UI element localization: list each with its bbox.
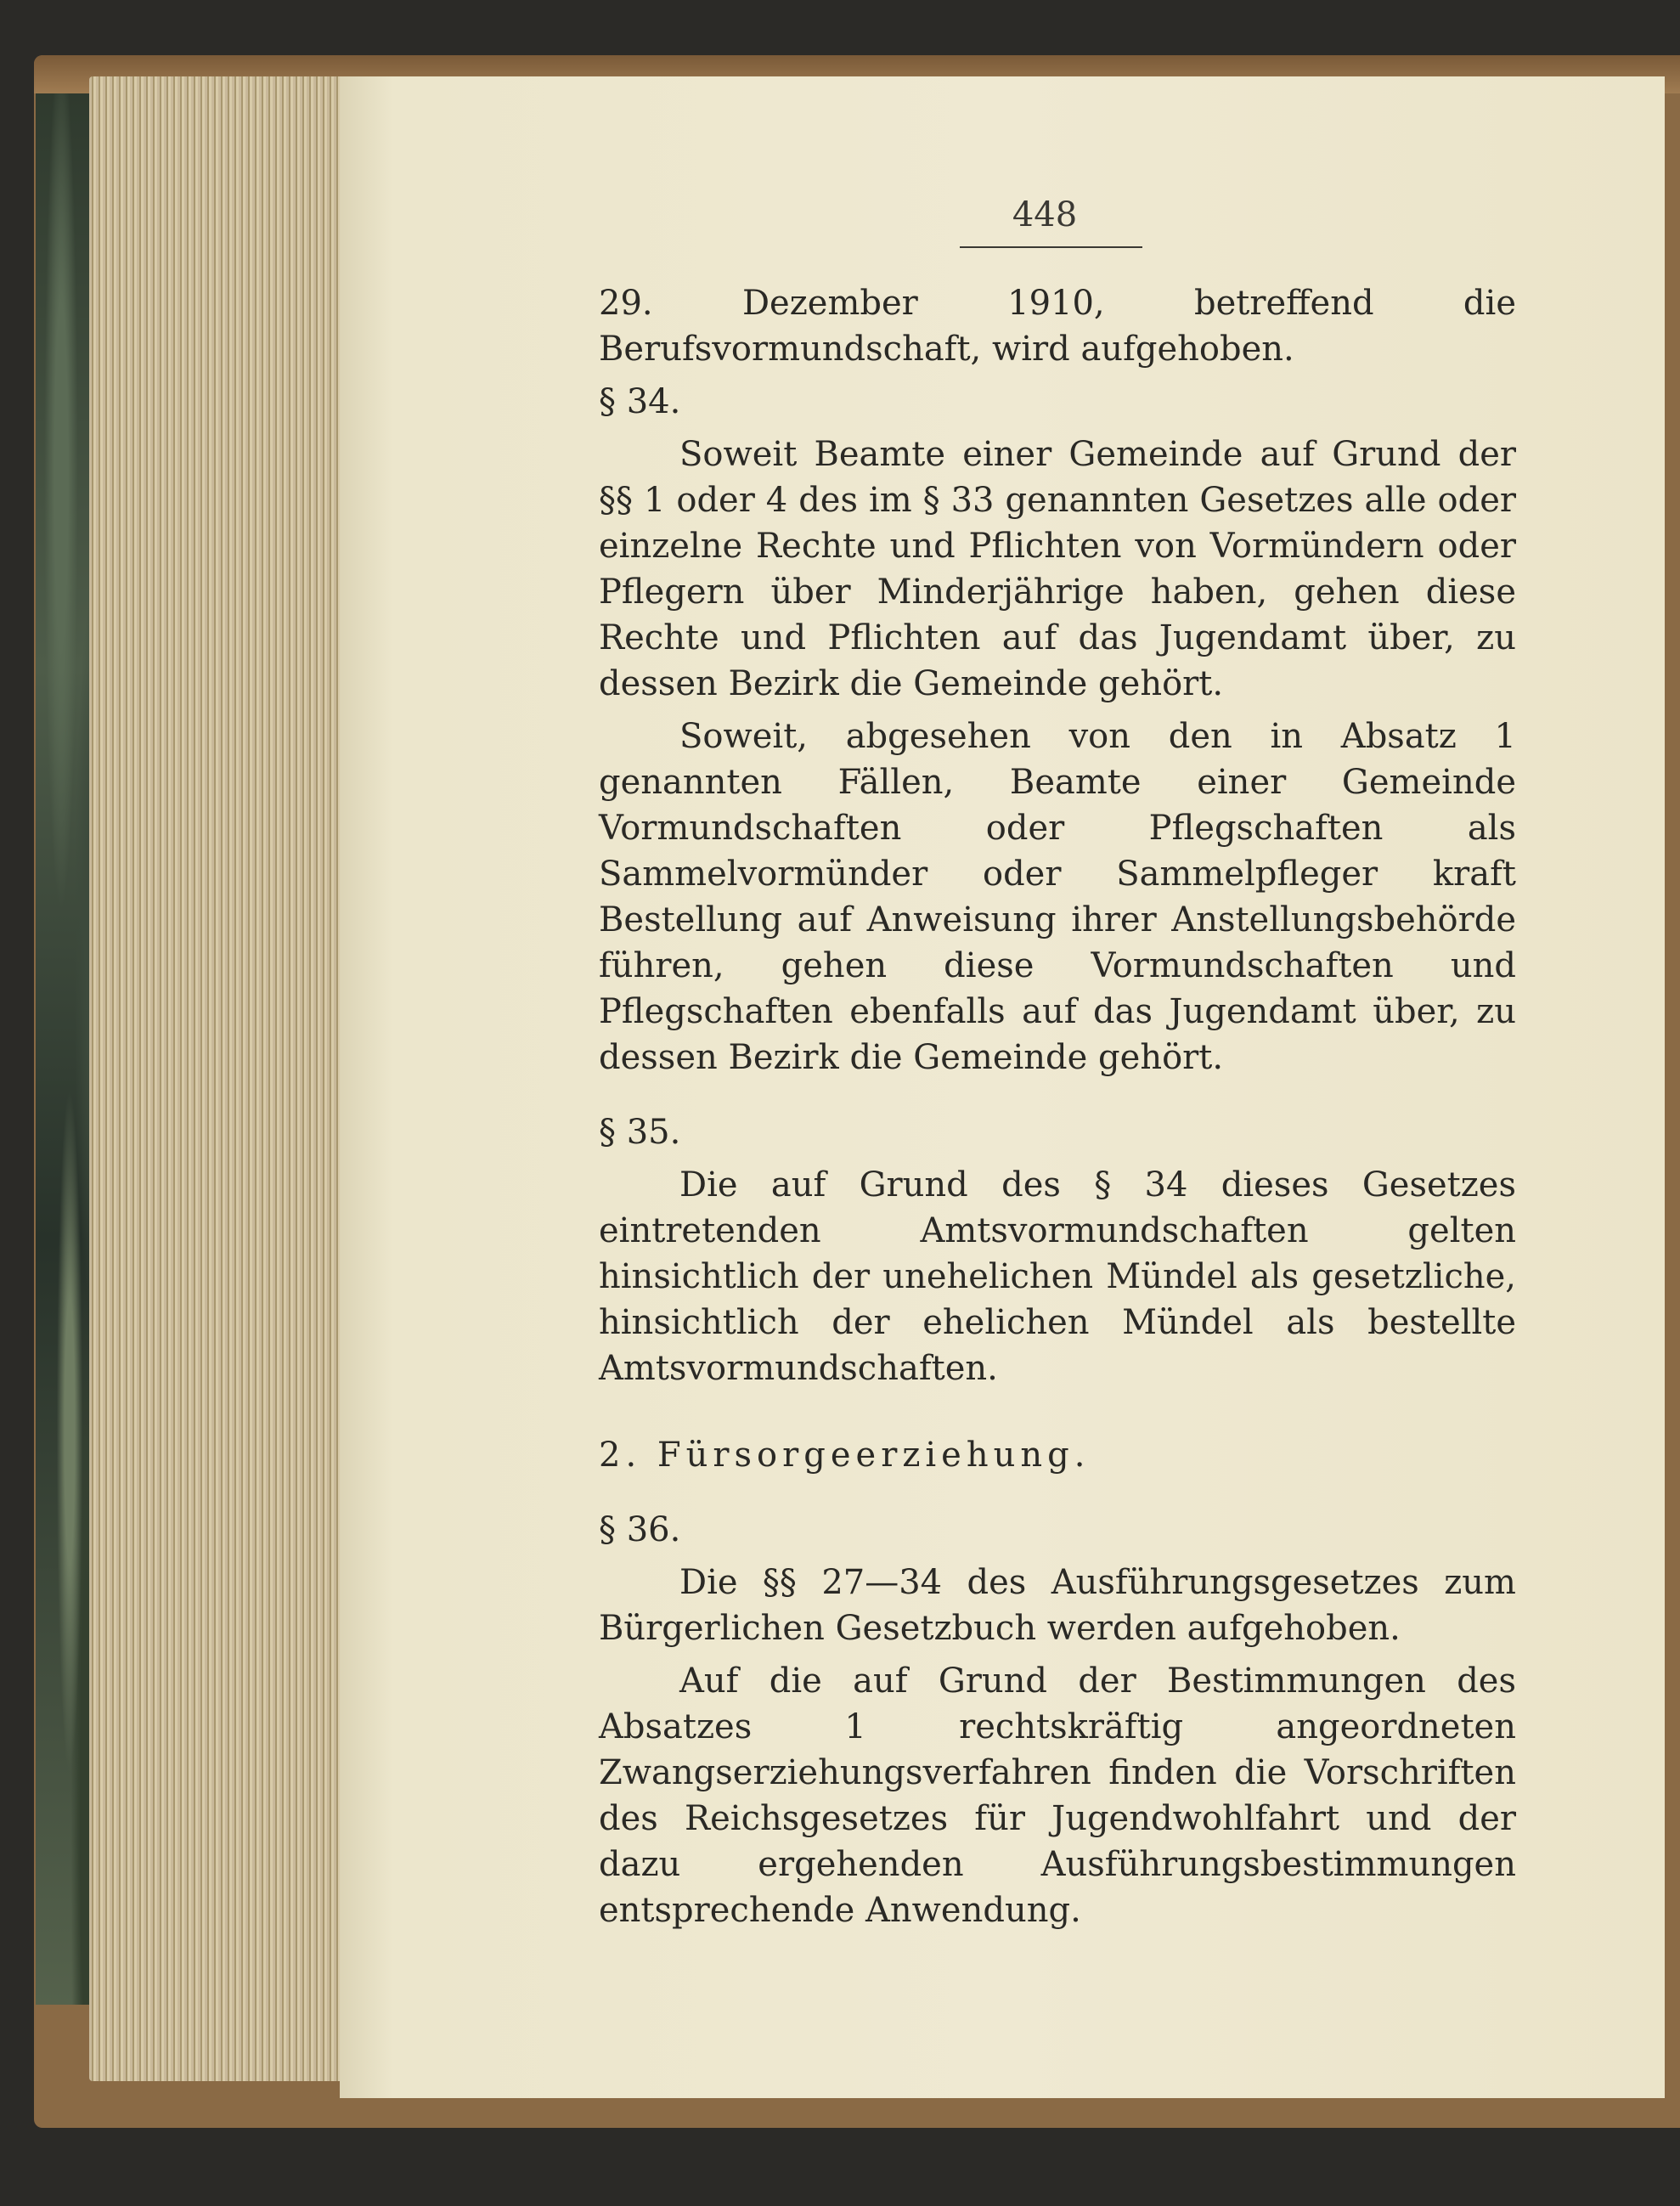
page-number: 448 [1012, 195, 1078, 234]
paragraph-continuation: 29. Dezember 1910, betreffend die Berufsvormundschaft, wird aufgehoben. [599, 284, 1516, 369]
page-text [599, 280, 1516, 1933]
section-heading-35: § 35. [599, 1113, 681, 1152]
section-heading-34: § 34. [599, 382, 681, 421]
page-edges [89, 76, 344, 2081]
paragraph-36-1: Die §§ 27—34 des Ausführungsgesetzes zum Bürgerlichen Gesetzbuch werden aufgehoben. [599, 1563, 1516, 1648]
header-rule [960, 246, 1142, 248]
paragraph-35: Die auf Grund des § 34 dieses Gesetzes eintretenden Amtsvormundschaften gelten hinsichtlich der unehelichen Mündel als gesetzliche, hinsichtlich der ehelichen Mündel als bestellte Amtsvormundschaften. [599, 1165, 1516, 1388]
paragraph-34-2: Soweit, abgesehen von den in Absatz 1 genannten Fällen, Beamte einer Gemeinde Vormundschaften oder Pflegschaften als Sammelvormünder oder Sammelpfleger kraft Bestellung auf Anweisung ihrer Anstellungsbehörde führen, gehen diese Vormundschaften und Pflegschaften ebenfalls auf das Jugendamt über, zu dessen Bezirk die Gemeinde gehört. [599, 717, 1516, 1077]
chapter-heading-fuersorgeerziehung: 2. Fürsorgeerziehung. [599, 1436, 1091, 1475]
section-heading-36: § 36. [599, 1510, 681, 1549]
paragraph-36-2: Auf die auf Grund der Bestimmungen des Absatzes 1 rechtskräftig angeordneten Zwangserziehungsverfahren finden die Vorschriften des Reichsgesetzes für Jugendwohlfahrt und der dazu ergehenden Ausführungsbestimmungen entsprechende Anwendung. [599, 1662, 1516, 1930]
paragraph-34-1: Soweit Beamte einer Gemeinde auf Grund der §§ 1 oder 4 des im § 33 genannten Gesetzes alle oder einzelne Rechte und Pflichten von Vormündern oder Pflegern über Minderjährige haben, gehen diese Rechte und Pflichten auf das Jugendamt über, zu dessen Bezirk die Gemeinde gehört. [599, 435, 1516, 703]
